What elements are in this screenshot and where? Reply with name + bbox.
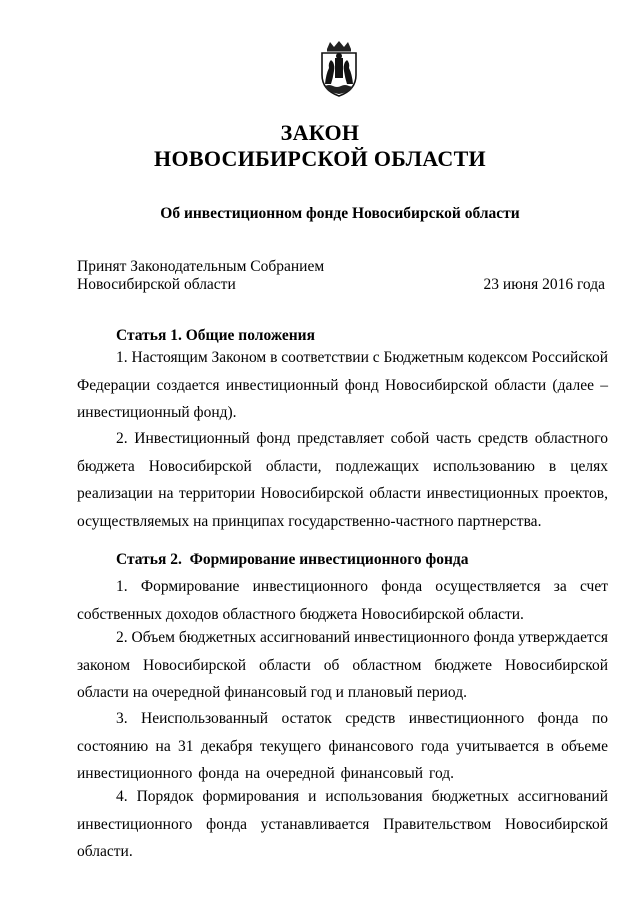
article-2-paragraph-1: 1. Формирование инвестиционного фонда осуществляется за счет собственных доходов областного бюджета Новосибирской области. <box>77 578 608 623</box>
adopted-date: 23 июня 2016 года <box>483 276 605 293</box>
article-1-paragraph-1: 1. Настоящим Законом в соответствии с Бюджетным кодексом Российской Федерации создается инвестиционный фонд Новосибирской области (далее – инвестиционный фонд). <box>77 349 608 421</box>
law-subtitle: Об инвестиционном фонде Новосибирской области <box>160 205 520 222</box>
article-2-paragraph-3: 3. Неиспользованный остаток средств инвестиционного фонда по состоянию на 31 декабря текущего финансового года учитывается в объеме инвестиционного фонда на очередной финансовый год. <box>77 710 608 782</box>
article-2-paragraph-4: 4. Порядок формирования и использования бюджетных ассигнований инвестиционного фонда устанавливается Правительством Новосибирской области. <box>77 788 608 860</box>
law-title: ЗАКОН <box>280 120 360 145</box>
region-title: НОВОСИБИРСКОЙ ОБЛАСТИ <box>154 146 486 171</box>
adopted-by-line2: Новосибирской области <box>77 276 236 293</box>
coat-of-arms-icon <box>315 40 363 98</box>
article-2-heading: Статья 2. Формирование инвестиционного фонда <box>116 551 469 568</box>
article-2-paragraph-2: 2. Объем бюджетных ассигнований инвестиционного фонда утверждается законом Новосибирской области об областном бюджете Новосибирской области на очередной финансовый год и плановый период. <box>77 629 608 701</box>
adopted-by-line1: Принят Законодательным Собранием <box>77 258 325 275</box>
article-1-heading: Статья 1. Общие положения <box>116 327 315 344</box>
article-1-paragraph-2: 2. Инвестиционный фонд представляет собой часть средств областного бюджета Новосибирской области, подлежащих использованию в целях реализации на территории Новосибирской области инвестиционных проектов, осуществляемых на принципах государственно-частного партнерства. <box>77 430 608 530</box>
